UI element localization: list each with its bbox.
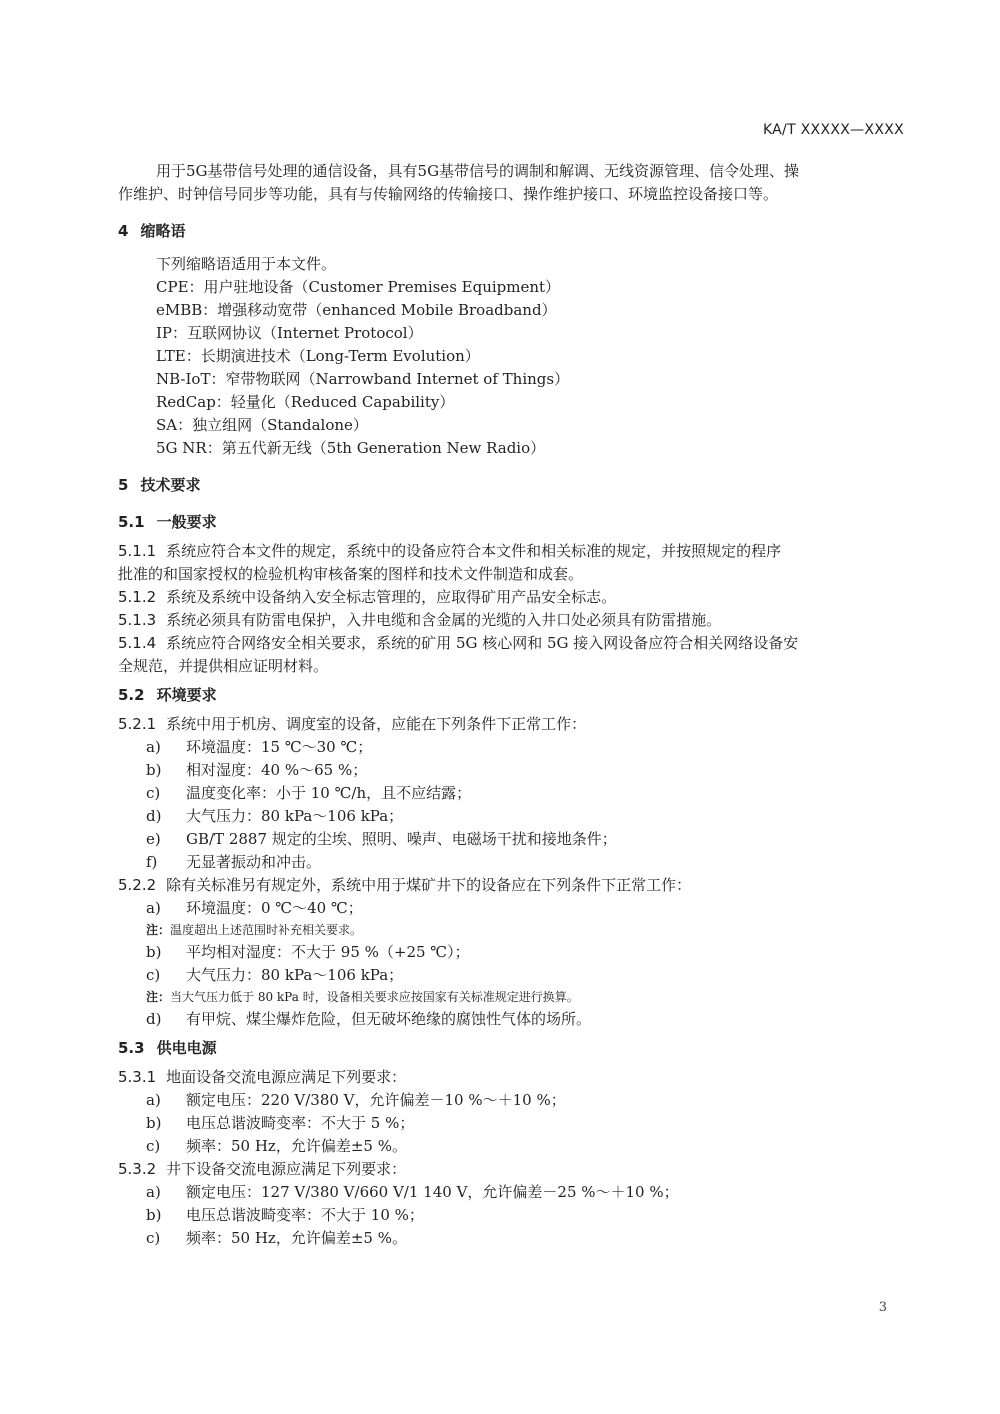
clause-text-continued: 全规范，并提供相应证明材料。: [118, 657, 329, 675]
list-marker: b): [146, 943, 162, 961]
list-marker: c): [146, 784, 161, 802]
list-text: 频率：50 Hz，允许偏差±5 %。: [186, 1137, 407, 1155]
clause-5-3-1: [118, 1066, 913, 1089]
page-number: 3: [878, 1300, 887, 1315]
clause-text-continued: 批准的和国家授权的检验机构审核备案的图样和技术文件制造和成套。: [118, 565, 584, 583]
abbreviation-item: NB-IoT：窄带物联网（Narrowband Internet of Things）: [156, 370, 570, 388]
clause-number: 5.1.2: [118, 588, 157, 606]
page-body: [118, 160, 913, 1250]
list-marker: c): [146, 1229, 161, 1247]
clause-number: 5.1.3: [118, 611, 157, 629]
list-item: [118, 941, 913, 964]
list-item: [118, 1181, 913, 1204]
clause-text: 系统必须具有防雷电保护，入井电缆和含金属的光缆的入井口处必须具有防雷措施。: [166, 611, 722, 629]
list-item: [118, 736, 913, 759]
list-marker: d): [146, 807, 162, 825]
list-text: 环境温度：0 ℃～40 ℃；: [186, 899, 363, 917]
section-5-heading: [118, 474, 913, 497]
list-text: 大气压力：80 kPa～106 kPa；: [186, 966, 404, 984]
list-text: 平均相对湿度：不大于 95 %（+25 ℃）；: [186, 943, 470, 961]
list-text: GB/T 2887 规定的尘埃、照明、噪声、电磁场干扰和接地条件；: [186, 830, 617, 848]
list-item: [118, 897, 913, 920]
list-item: [118, 1227, 913, 1250]
abbreviation-list: [118, 276, 913, 460]
list-marker: a): [146, 1183, 161, 1201]
abbreviation-item: 5G NR：第五代新无线（5th Generation New Radio）: [156, 439, 546, 457]
section-title: 技术要求: [140, 476, 201, 494]
list-text: 电压总谐波畸变率：不大于 10 %；: [186, 1206, 424, 1224]
list-item: [118, 805, 913, 828]
list-text: 有甲烷、煤尘爆炸危险，但无破坏绝缘的腐蚀性气体的场所。: [186, 1010, 592, 1028]
list-item: [118, 1204, 913, 1227]
clause-text: 除有关标准另有规定外，系统中用于煤矿井下的设备应在下列条件下正常工作：: [166, 876, 692, 894]
clause-text: 地面设备交流电源应满足下列要求：: [166, 1068, 407, 1086]
list-text: 电压总谐波畸变率：不大于 5 %；: [186, 1114, 415, 1132]
list-item: [118, 1135, 913, 1158]
list-marker: c): [146, 966, 161, 984]
list-item: [118, 759, 913, 782]
list-text: 温度变化率：小于 10 ℃/h，且不应结露；: [186, 784, 472, 802]
abbreviation-item: SA：独立组网（Standalone）: [156, 416, 368, 434]
list-marker: d): [146, 1010, 162, 1028]
clause-5-1-1: [118, 540, 913, 563]
clause-5-2-2: [118, 874, 913, 897]
list-text: 无显著振动和冲击。: [186, 853, 322, 871]
clause-5-1-3: [118, 609, 913, 632]
list-text: 环境温度：15 ℃～30 ℃；: [186, 738, 373, 756]
subsection-title: 一般要求: [156, 513, 217, 531]
list-marker: b): [146, 1206, 162, 1224]
clause-text: 系统及系统中设备纳入安全标志管理的，应取得矿用产品安全标志。: [166, 588, 617, 606]
subsection-title: 供电电源: [156, 1039, 217, 1057]
list-item: [118, 851, 913, 874]
clause-number: 5.1.4: [118, 634, 157, 652]
note-label: 注：: [146, 923, 171, 937]
list-marker: b): [146, 761, 162, 779]
clause-text: 系统中用于机房、调度室的设备，应能在下列条件下正常工作：: [166, 715, 587, 733]
clause-number: 5.3.1: [118, 1068, 157, 1086]
list-item: [118, 828, 913, 851]
note-text: 当大气压力低于 80 kPa 时，设备相关要求应按国家有关标准规定进行换算。: [170, 990, 579, 1004]
list-text: 额定电压：220 V/380 V，允许偏差－10 %～＋10 %；: [186, 1091, 566, 1109]
list-marker: a): [146, 1091, 161, 1109]
list-marker: b): [146, 1114, 162, 1132]
abbreviation-item: eMBB：增强移动宽带（enhanced Mobile Broadband）: [156, 301, 557, 319]
subsection-5-3-heading: [118, 1037, 913, 1060]
list-marker: a): [146, 738, 161, 756]
abbreviation-item: LTE：长期演进技术（Long-Term Evolution）: [156, 347, 480, 365]
subsection-5-1-heading: [118, 511, 913, 534]
clause-text: 系统应符合本文件的规定，系统中的设备应符合本文件和相关标准的规定，并按照规定的程序: [166, 542, 782, 560]
list-text: 大气压力：80 kPa～106 kPa；: [186, 807, 404, 825]
clause-number: 5.2.2: [118, 876, 157, 894]
list-item: [118, 1112, 913, 1135]
clause-text: 系统应符合网络安全相关要求，系统的矿用 5G 核心网和 5G 接入网设备应符合相关网络设备安: [166, 634, 799, 652]
list-marker: e): [146, 830, 161, 848]
list-text: 额定电压：127 V/380 V/660 V/1 140 V，允许偏差－25 %～＋10 %；: [186, 1183, 679, 1201]
abbrev-intro: 下列缩略语适用于本文件。: [156, 255, 337, 273]
note-text: 温度超出上述范围时补充相关要求。: [170, 923, 363, 937]
clause-text: 井下设备交流电源应满足下列要求：: [166, 1160, 407, 1178]
note: [118, 920, 913, 941]
list-item: [118, 1089, 913, 1112]
subsection-title: 环境要求: [156, 686, 217, 704]
intro-paragraph-line: 作维护、时钟信号同步等功能，具有与传输网络的传输接口、操作维护接口、环境监控设备接口等。: [118, 185, 779, 203]
list-item: [118, 782, 913, 805]
list-text: 频率：50 Hz，允许偏差±5 %。: [186, 1229, 407, 1247]
clause-5-1-4: [118, 632, 913, 655]
subsection-number: 5.1: [118, 513, 145, 531]
subsection-number: 5.3: [118, 1039, 145, 1057]
section-number: 5: [118, 476, 129, 494]
intro-paragraph-line: 用于5G基带信号处理的通信设备，具有5G基带信号的调制和解调、无线资源管理、信令处理、操: [156, 162, 800, 180]
list-marker: f): [146, 853, 158, 871]
clause-number: 5.3.2: [118, 1160, 157, 1178]
list-item: [118, 1008, 913, 1031]
subsection-number: 5.2: [118, 686, 145, 704]
abbreviation-item: CPE：用户驻地设备（Customer Premises Equipment）: [156, 278, 561, 296]
clause-5-2-1: [118, 713, 913, 736]
list-text: 相对湿度：40 %～65 %；: [186, 761, 368, 779]
note: [118, 987, 913, 1008]
section-title: 缩略语: [140, 222, 186, 240]
list-marker: a): [146, 899, 161, 917]
section-number: 4: [118, 222, 129, 240]
section-4-heading: [118, 220, 913, 243]
clause-5-1-2: [118, 586, 913, 609]
subsection-5-2-heading: [118, 684, 913, 707]
list-item: [118, 964, 913, 987]
document-code: KA/T XXXXX—XXXX: [762, 122, 904, 138]
clause-5-3-2: [118, 1158, 913, 1181]
clause-number: 5.2.1: [118, 715, 157, 733]
note-label: 注：: [146, 990, 171, 1004]
clause-number: 5.1.1: [118, 542, 157, 560]
abbreviation-item: IP：互联网协议（Internet Protocol）: [156, 324, 423, 342]
list-marker: c): [146, 1137, 161, 1155]
abbreviation-item: RedCap：轻量化（Reduced Capability）: [156, 393, 455, 411]
